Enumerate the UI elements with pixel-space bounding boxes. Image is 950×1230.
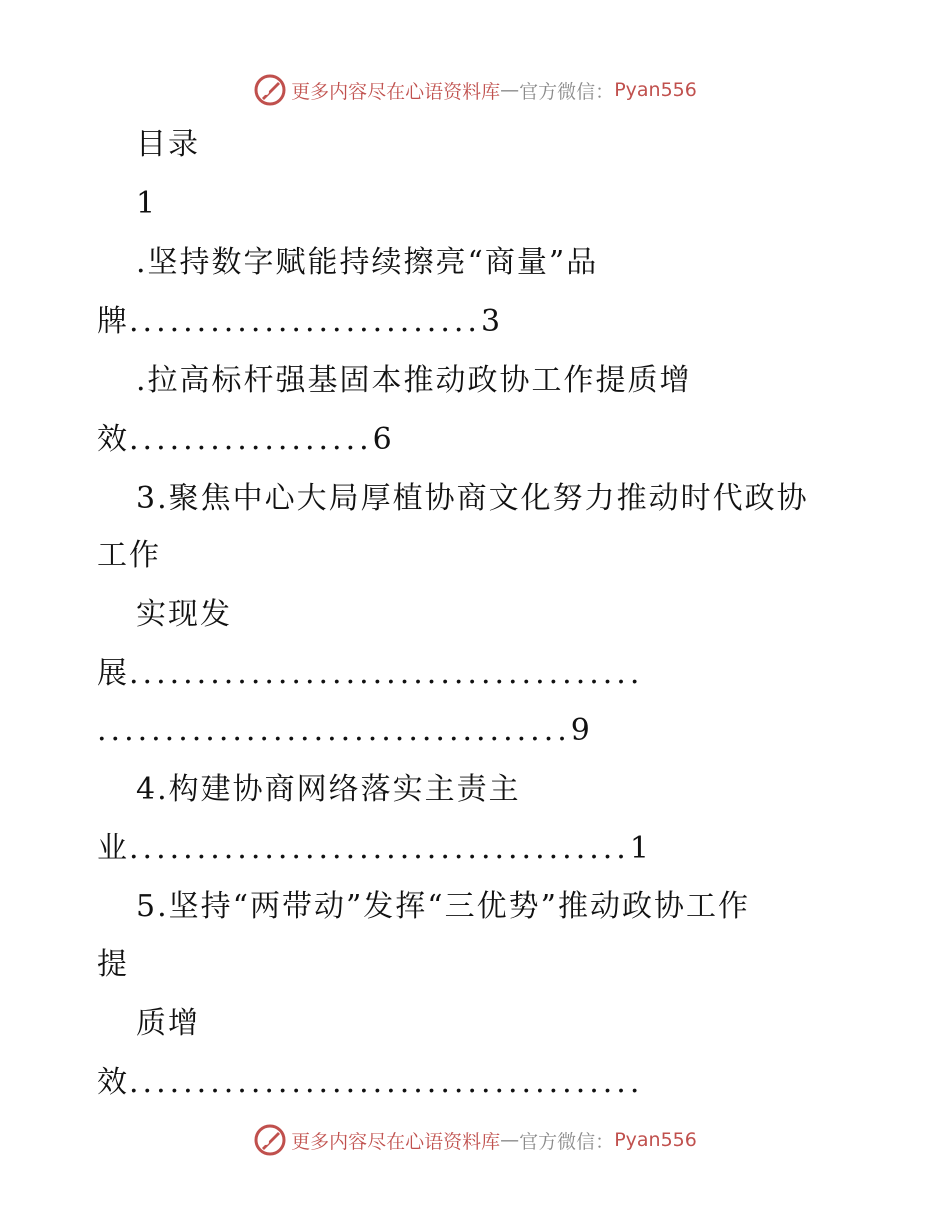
toc-item-2-page: 6	[372, 422, 394, 457]
toc-item-3-title: 3.聚焦中心大局厚植协商文化努力推动时代政协	[136, 481, 809, 516]
toc-item-4-dots: .....................................	[129, 831, 630, 866]
quill-pen-circle-icon	[253, 1123, 287, 1157]
toc-item-2-dots: ..................	[129, 422, 373, 457]
toc-item-4-page: 1	[629, 831, 651, 866]
toc-item-1-dots: ..........................	[129, 304, 481, 339]
toc-item-3-leader	[97, 654, 643, 694]
toc-item-2-title: .拉高标杆强基固本推动政协工作提质增	[136, 363, 692, 398]
toc-item-3-title-cont2: 实现发	[136, 597, 232, 632]
toc-item-1-leader	[97, 302, 502, 342]
toc-item-4-leader	[97, 829, 651, 869]
toc-item-3-leader-2	[97, 711, 592, 751]
toc-item-4-title: 4.构建协商网络落实主责主	[136, 772, 521, 807]
toc-number-line: 1	[136, 186, 158, 221]
toc-heading: 目录	[136, 127, 200, 162]
toc-item-5-title-cont2: 质增	[136, 1006, 200, 1041]
watermark-official-label: 官方微信：	[519, 80, 615, 103]
watermark-main-text: 更多内容尽在心语资料库	[291, 80, 501, 103]
toc-item-3-page: 9	[570, 713, 592, 748]
toc-item-5-title-cont: 提	[97, 947, 129, 982]
toc-item-3-title-cont: 工作	[97, 538, 161, 573]
watermark-separator: —	[500, 79, 520, 101]
watermark-account: Pyan556	[614, 1129, 697, 1151]
toc-item-1-title: .坚持数字赋能持续擦亮“商量”品	[136, 245, 599, 280]
toc-item-5-leader	[97, 1063, 643, 1103]
toc-item-2-title-cont: 效	[97, 422, 129, 457]
watermark-separator: —	[500, 1129, 520, 1151]
watermark-official-label: 官方微信：	[519, 1130, 615, 1153]
toc-item-5-dots: ......................................	[129, 1065, 644, 1100]
toc-item-3-dots: ......................................	[129, 656, 644, 691]
toc-item-4-title-cont: 业	[97, 831, 129, 866]
toc-item-3-dots-2: ...................................	[97, 713, 571, 748]
watermark-banner-bottom	[0, 1120, 950, 1160]
toc-item-3-title-cont3: 展	[97, 656, 129, 691]
watermark-main-text: 更多内容尽在心语资料库	[291, 1130, 501, 1153]
watermark-banner-top	[0, 70, 950, 110]
watermark-account: Pyan556	[614, 79, 697, 101]
quill-pen-circle-icon	[253, 73, 287, 107]
toc-item-1-page: 3	[480, 304, 503, 339]
toc-item-5-title-cont3: 效	[97, 1065, 129, 1100]
toc-item-5-title: 5.坚持“两带动”发挥“三优势”推动政协工作	[136, 889, 750, 924]
toc-item-2-leader	[97, 420, 394, 460]
toc-item-1-title-cont: 牌	[97, 304, 129, 339]
